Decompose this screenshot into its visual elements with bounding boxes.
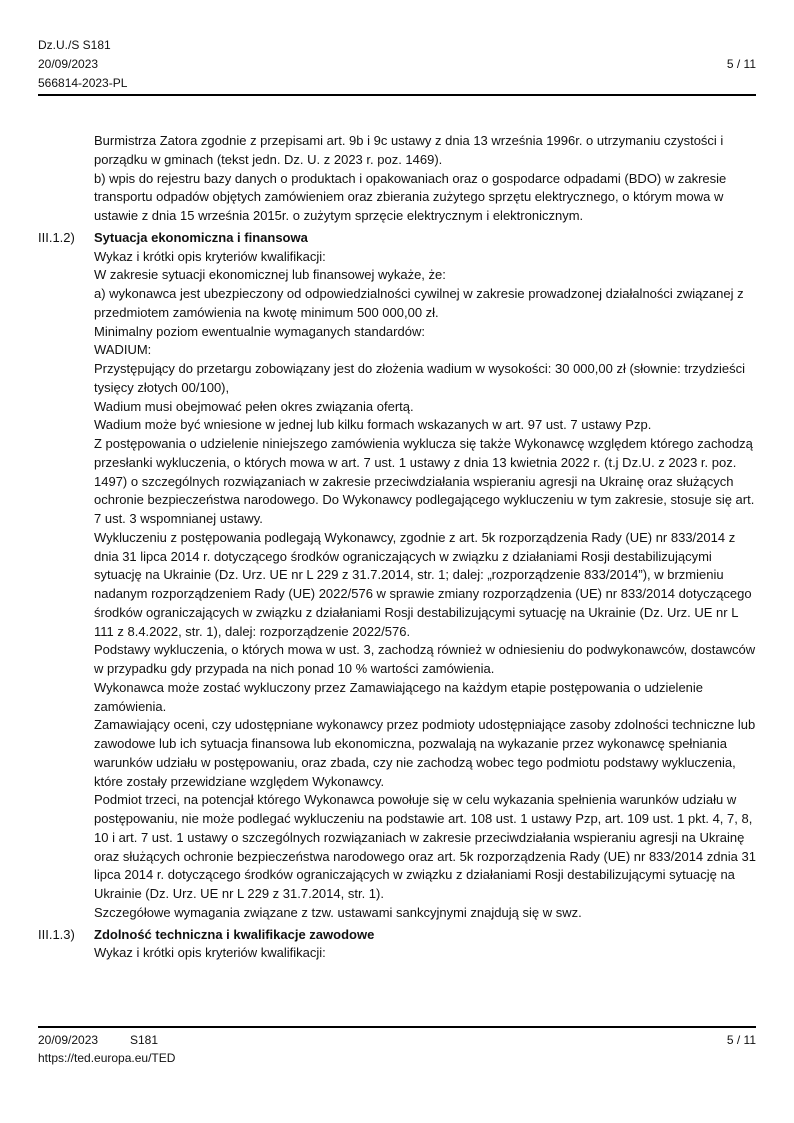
- section-title: Sytuacja ekonomiczna i finansowa: [94, 229, 308, 245]
- section-paragraph: Z postępowania o udzielenie niniejszego zamówienia wyklucza się także Wykonawcę względem którego zachodzą przesłanki wykluczenia, o których mowa w art. 7 ust. 1 ustawy z dnia 13 kwietnia 2022 r. (t.j Dz.U. z 2023 r. poz. 1497) o szczególnych rozwiązaniach w zakresie przeciwdziałania wspieraniu agresji na Ukrainę oraz służących ochronie bezpieczeństwa narodowego. Do Wykonawcy podlegającego wykluczeniu w tym zakresie, stosuje się art. 7 ust. 3 wspomnianej ustawy.: [94, 436, 755, 526]
- page-header: [38, 36, 756, 93]
- intro-paragraph: Burmistrza Zatora zgodnie z przepisami art. 9b i 9c ustawy z dnia 13 września 1996r. o utrzymaniu czystości i porządku w gminach (tekst jedn. Dz. U. z 2023 r. poz. 1469).: [94, 133, 724, 167]
- section-paragraph: W zakresie sytuacji ekonomicznej lub finansowej wykaże, że:: [94, 267, 446, 283]
- footer-series: S181: [130, 1033, 159, 1047]
- publication-date: 20/09/2023: [38, 57, 99, 71]
- notice-id: 566814-2023-PL: [38, 76, 128, 90]
- section-paragraph: Wadium może być wniesione w jednej lub kilku formach wskazanych w art. 97 ust. 7 ustawy Pzp.: [94, 417, 652, 433]
- section-paragraph: Zamawiający oceni, czy udostępniane wykonawcy przez podmioty udostępniające zasoby zdolności techniczne lub zawodowe lub ich sytuacja finansowa lub ekonomiczna, pozwalają na wykazanie przez wykonawcę spełniania warunków udziału w postępowaniu, oraz zbada, czy nie zachodzą wobec tego podmiotu podstawy wykluczenia, które zostały przewidziane względem Wykonawcy.: [94, 717, 756, 789]
- section-paragraph: Minimalny poziom ewentualnie wymaganych standardów:: [94, 323, 425, 339]
- section-paragraph: WADIUM:: [94, 342, 152, 358]
- section-paragraph: Przystępujący do przetargu zobowiązany jest do złożenia wadium w wysokości: 30 000,00 zł (słownie: trzydzieści tysięcy złotych 00/100),: [94, 361, 746, 395]
- section-paragraph: Wykluczeniu z postępowania podlegają Wykonawcy, zgodnie z art. 5k rozporządzenia Rady (UE) nr 833/2014 z dnia 31 lipca 2014 r. dotyczącego środków ograniczających w związku z działaniami Rosji destabilizującymi sytuację na Ukrainie (Dz. Urz. UE nr L 229 z 31.7.2014, str. 1; dalej: „rozporządzenie 833/2014”), w brzmieniu nadanym rozporządzeniem Rady (UE) 2022/576 w sprawie zmiany rozporządzenia (UE) nr 833/2014 dotyczącego środków ograniczających w związku z działaniami Rosji destabilizującymi sytuację na Ukrainie (Dz. Urz. UE nr L 111 z 8.4.2022, str. 1), dalej: rozporządzenie 2022/576.: [94, 529, 752, 639]
- section-paragraph: Podmiot trzeci, na potencjał którego Wykonawca powołuje się w celu wykazania spełnienia warunków udziału w postępowaniu, nie może podlegać wykluczeniu na podstawie art. 108 ust. 1 ustawy Pzp, art. 109 ust. 1 pkt. 4, 7, 8, 10 i art. 7 ust. 1 ustawy o szczególnych rozwiązaniach w zakresie przeciwdziałania wspieraniu agresji na Ukrainę oraz służących ochronie bezpieczeństwa narodowego oraz art. 5k rozporządzenia Rady (UE) nr 833/2014 zdnia 31 lipca 2014 r. dotyczącego środków ograniczających w związku z działaniami Rosji destabilizującymi sytuację na Ukrainie (Dz. Urz. UE nr L 229 z 31.7.2014, str. 1).: [94, 792, 756, 901]
- page-number: 5 / 11: [726, 57, 756, 71]
- section-paragraph: a) wykonawca jest ubezpieczony od odpowiedzialności cywilnej w zakresie prowadzonej działalności związanej z przedmiotem zamówienia na kwotę minimum 500 000,00 zł.: [94, 286, 744, 320]
- footer-rule: [38, 1026, 756, 1028]
- footer-url: https://ted.europa.eu/TED: [38, 1051, 176, 1065]
- section-technical-capacity: [38, 926, 756, 964]
- section-number: III.1.2): [38, 229, 75, 245]
- section-paragraph: Wadium musi obejmować pełen okres związania ofertą.: [94, 398, 414, 414]
- footer-page-number: 5 / 11: [726, 1033, 756, 1047]
- section-paragraph: Podstawy wykluczenia, o których mowa w ust. 3, zachodzą również w odniesieniu do podwykonawców, dostawców w przypadku gdy przypada na nich ponad 10 % wartości zamówienia.: [94, 642, 756, 676]
- section-number: III.1.3): [38, 926, 75, 942]
- section-title: Zdolność techniczna i kwalifikacje zawodowe: [94, 926, 375, 942]
- document-body: [38, 132, 756, 963]
- journal-ref: Dz.U./S S181: [38, 38, 111, 52]
- header-rule: [38, 94, 756, 96]
- section-economic-financial: [38, 229, 756, 923]
- page-footer: [38, 1031, 756, 1067]
- footer-date: 20/09/2023: [38, 1033, 99, 1047]
- section-paragraph: Szczegółowe wymagania związane z tzw. ustawami sankcyjnymi znajdują się w swz.: [94, 904, 582, 920]
- section-paragraph: Wykaz i krótki opis kryteriów kwalifikacji:: [94, 248, 326, 264]
- intro-paragraph: b) wpis do rejestru bazy danych o produktach i opakowaniach oraz o gospodarce odpadami (BDO) w zakresie transportu odpadów objętych zamówieniem oraz zbierania zużytego sprzętu elektrycznego, o którym mowa w ustawie z dnia 15 września 2015r. o zużytym sprzęcie elektrycznym i elektronicznym.: [94, 170, 727, 223]
- section-paragraph: Wykonawca może zostać wykluczony przez Zamawiającego na każdym etapie postępowania o udzielenie zamówienia.: [94, 679, 704, 714]
- header-meta: [38, 36, 756, 93]
- section-paragraph: Wykaz i krótki opis kryteriów kwalifikacji:: [94, 945, 326, 961]
